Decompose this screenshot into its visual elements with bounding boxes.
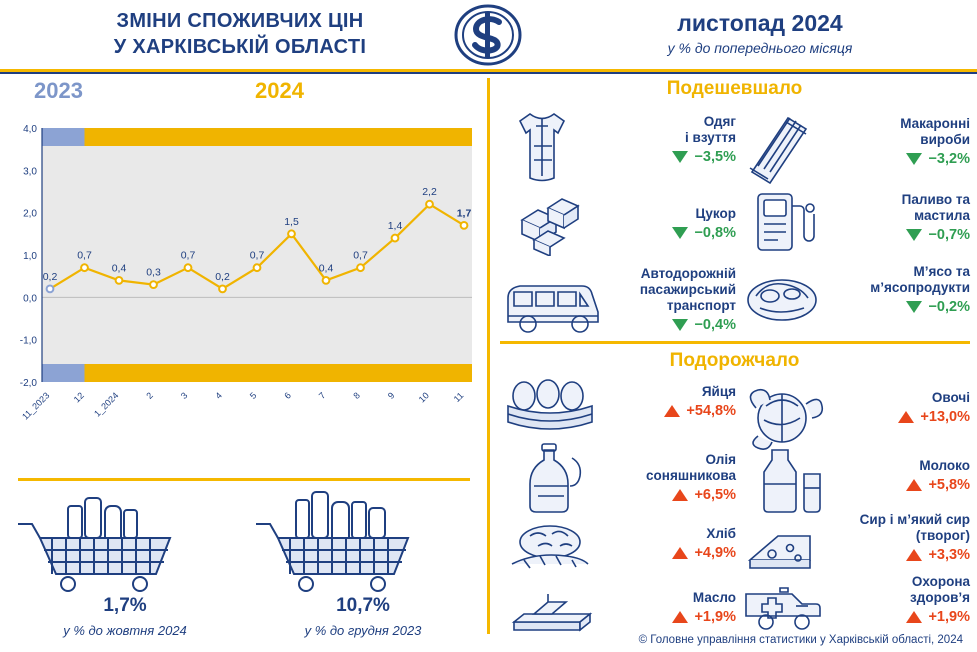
year-label-2024: 2024 <box>255 78 304 103</box>
dearer-value-vegetables: +13,0% <box>920 409 970 425</box>
milk-icon <box>748 444 828 516</box>
svg-text:11: 11 <box>451 390 466 405</box>
bread-icon <box>500 516 600 578</box>
up-arrow-icon <box>672 547 688 559</box>
cheaper-label-clothing-l1: Одяг <box>703 114 736 129</box>
right-panel <box>492 76 977 652</box>
shopping-cart-half-icon <box>10 488 190 593</box>
svg-text:1,4: 1,4 <box>387 220 403 233</box>
up-arrow-icon <box>672 489 688 501</box>
cart-value-monthly: 1,7% <box>103 595 147 616</box>
up-arrow-icon <box>906 549 922 561</box>
svg-text:12: 12 <box>71 390 86 405</box>
dearer-value-milk: +5,8% <box>928 477 970 493</box>
dearer-label-milk: Молоко <box>919 458 970 473</box>
cheaper-value-meat: −0,2% <box>928 299 970 315</box>
page-header <box>0 0 977 70</box>
left-panel <box>0 76 486 652</box>
svg-text:11_2023: 11_2023 <box>20 390 52 422</box>
dearer-label-cheese-l1: Сир і м’який сир <box>859 512 970 527</box>
shopping-cart-full-icon <box>248 488 428 593</box>
dearer-label-vegetables: Овочі <box>931 390 970 405</box>
bus-icon <box>500 272 604 338</box>
svg-text:5: 5 <box>247 390 259 401</box>
clothing-icon <box>500 106 586 186</box>
svg-text:2,2: 2,2 <box>422 186 437 199</box>
svg-text:-1,0: -1,0 <box>19 335 37 347</box>
cheaper-value-clothing: −3,5% <box>694 149 736 165</box>
dearer-label-cheese-l2: (творог) <box>915 528 970 543</box>
cheaper-label-pasta-l1: Макаронні <box>900 116 970 131</box>
cheaper-value-bus: −0,4% <box>694 317 736 333</box>
up-arrow-icon <box>906 611 922 623</box>
svg-text:0,7: 0,7 <box>249 249 265 262</box>
header-month: листопад 2024 <box>677 10 843 36</box>
svg-text:8: 8 <box>351 390 362 401</box>
svg-text:2: 2 <box>144 390 155 401</box>
page-title <box>40 8 440 60</box>
dearer-value-bread: +4,9% <box>694 545 736 561</box>
svg-text:4: 4 <box>213 390 224 401</box>
down-arrow-icon <box>672 227 688 239</box>
dearer-value-butter: +1,9% <box>694 609 736 625</box>
sunflower-oil-icon <box>514 442 592 514</box>
up-arrow-icon <box>906 479 922 491</box>
dearer-label-bread: Хліб <box>706 526 736 541</box>
cheaper-label-meat-l1: М’ясо та <box>913 264 970 279</box>
cheaper-label-bus-l1: Автодорожній <box>640 266 736 281</box>
down-arrow-icon <box>906 153 922 165</box>
header-period <box>560 10 960 56</box>
cheaper-label-sugar: Цукор <box>695 206 736 221</box>
svg-text:0,4: 0,4 <box>318 262 334 275</box>
svg-text:1,0: 1,0 <box>23 251 37 262</box>
cheaper-section-title: Подешевшало <box>666 78 803 99</box>
svg-text:0,7: 0,7 <box>353 249 368 262</box>
cheaper-label-meat-l2: м’ясопродукти <box>870 280 970 295</box>
svg-text:0,0: 0,0 <box>23 293 37 305</box>
up-arrow-icon <box>898 411 914 423</box>
vegetables-icon <box>736 378 832 454</box>
up-arrow-icon <box>664 405 680 417</box>
header-rule-blue <box>0 72 977 74</box>
cart-value-yearly: 10,7% <box>336 595 390 616</box>
svg-text:-2,0: -2,0 <box>19 378 37 389</box>
dearer-section-title: Подорожчало <box>669 350 800 371</box>
year-label-2023: 2023 <box>34 78 83 103</box>
svg-text:0,7: 0,7 <box>180 249 196 262</box>
svg-text:3,0: 3,0 <box>23 166 37 178</box>
svg-text:10: 10 <box>416 390 431 405</box>
svg-text:0,4: 0,4 <box>111 262 127 275</box>
cheese-icon <box>740 520 824 578</box>
cheaper-label-pasta-l2: вироби <box>920 132 970 147</box>
panel-separator <box>487 78 490 634</box>
down-arrow-icon <box>906 301 922 313</box>
cheaper-value-fuel: −0,7% <box>928 227 970 243</box>
dearer-label-butter: Масло <box>692 590 736 605</box>
meat-icon <box>740 266 824 328</box>
dearer-label-oil-l1: Олія <box>705 452 736 467</box>
cart-block-monthly <box>10 488 240 638</box>
cart-caption-yearly: у % до грудня 2023 <box>304 623 422 638</box>
dearer-value-health: +1,9% <box>928 609 970 625</box>
cheaper-label-fuel-l2: мастила <box>914 208 970 223</box>
svg-text:0,7: 0,7 <box>77 249 92 262</box>
up-arrow-icon <box>672 611 688 623</box>
cpi-line-chart <box>6 110 480 440</box>
down-arrow-icon <box>672 151 688 163</box>
eggs-icon <box>500 376 600 438</box>
footer-copyright: © Головне управління статистики у Харківській області, 2024 <box>638 634 963 646</box>
ambulance-icon <box>740 580 832 636</box>
dearer-value-oil: +6,5% <box>694 487 736 503</box>
dearer-value-cheese: +3,3% <box>928 547 970 563</box>
down-arrow-icon <box>906 229 922 241</box>
dearer-label-health-l2: здоров’я <box>910 590 970 605</box>
cheaper-value-sugar: −0,8% <box>694 225 736 241</box>
down-arrow-icon <box>672 319 688 331</box>
left-divider <box>18 478 470 481</box>
svg-text:2,0: 2,0 <box>23 208 37 220</box>
cheaper-value-pasta: −3,2% <box>928 151 970 167</box>
svg-text:0,2: 0,2 <box>215 270 230 283</box>
fuel-pump-icon <box>742 182 822 256</box>
pasta-icon <box>736 110 822 184</box>
svg-text:3: 3 <box>178 390 190 401</box>
svg-text:0,3: 0,3 <box>146 266 161 279</box>
cheaper-label-bus-l2: пасажирський <box>639 282 736 297</box>
svg-text:4,0: 4,0 <box>23 124 37 135</box>
page-title-line2: У ХАРКІВСЬКІЙ ОБЛАСТІ <box>113 36 367 58</box>
cart-block-yearly <box>248 488 478 638</box>
cheaper-label-fuel-l1: Паливо та <box>901 192 970 207</box>
cart-summary <box>0 488 486 648</box>
dearer-value-eggs: +54,8% <box>686 403 736 419</box>
dearer-label-oil-l2: соняшникова <box>646 468 736 483</box>
svg-text:1,7: 1,7 <box>456 207 472 220</box>
cart-caption-monthly: у % до жовтня 2024 <box>63 623 187 638</box>
page-title-line1: ЗМІНИ СПОЖИВЧИХ ЦІН <box>116 10 364 32</box>
cheaper-label-clothing-l2: і взуття <box>685 130 736 145</box>
svg-text:9: 9 <box>385 390 397 401</box>
dearer-label-eggs: Яйця <box>701 384 736 399</box>
svg-text:1,5: 1,5 <box>284 215 299 228</box>
right-divider <box>500 341 970 344</box>
butter-icon <box>504 586 596 638</box>
svg-text:6: 6 <box>282 390 293 401</box>
sugar-icon <box>504 194 590 256</box>
dearer-label-health-l1: Охорона <box>911 574 970 589</box>
svg-text:0,2: 0,2 <box>42 270 58 283</box>
svg-text:7: 7 <box>316 390 328 401</box>
svg-text:1_2024: 1_2024 <box>92 390 121 419</box>
header-subtitle: у % до попереднього місяця <box>667 40 853 56</box>
derzhstat-logo-icon <box>452 4 524 66</box>
cheaper-label-bus-l3: транспорт <box>666 298 736 313</box>
dearer-grid <box>492 376 977 652</box>
cheaper-grid <box>492 106 977 356</box>
